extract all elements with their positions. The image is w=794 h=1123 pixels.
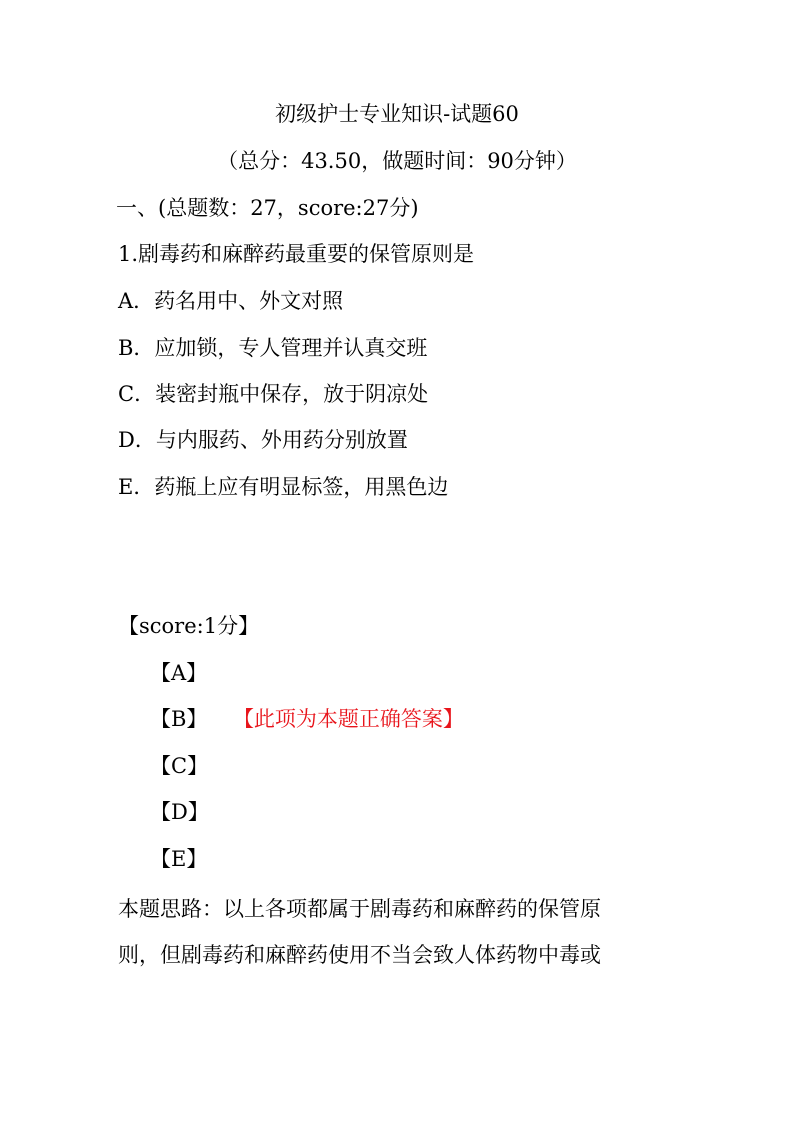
answer-choice-d: 【D】 (150, 800, 209, 824)
answer-choice-c: 【C】 (150, 754, 209, 778)
score-label: 【score:1分】 (118, 614, 260, 638)
option-e: E．药瓶上应有明显标签，用黑色边 (118, 475, 449, 499)
answer-choice-a: 【A】 (150, 661, 208, 685)
answer-choice-e: 【E】 (150, 847, 208, 871)
document-title: 初级护士专业知识-试题60 (275, 102, 519, 126)
option-d: D．与内服药、外用药分别放置 (118, 428, 408, 452)
question-stem: 1.剧毒药和麻醉药最重要的保管原则是 (118, 242, 475, 266)
explanation-line-1: 本题思路：以上各项都属于剧毒药和麻醉药的保管原 (118, 897, 601, 921)
answer-choice-b: 【B】 (150, 707, 208, 731)
option-c: C．装密封瓶中保存，放于阴凉处 (118, 382, 429, 406)
section-heading: 一、(总题数：27，score:27分) (116, 196, 419, 220)
answer-choice-b-row (150, 706, 464, 732)
explanation-line-2: 则，但剧毒药和麻醉药使用不当会致人体药物中毒或 (118, 943, 601, 967)
correct-answer-note: 【此项为本题正确答案】 (243, 707, 464, 731)
option-b: B．应加锁，专人管理并认真交班 (118, 336, 428, 360)
exam-meta: （总分：43.50，做题时间：90分钟） (217, 149, 577, 173)
option-a: A．药名用中、外文对照 (118, 289, 344, 313)
